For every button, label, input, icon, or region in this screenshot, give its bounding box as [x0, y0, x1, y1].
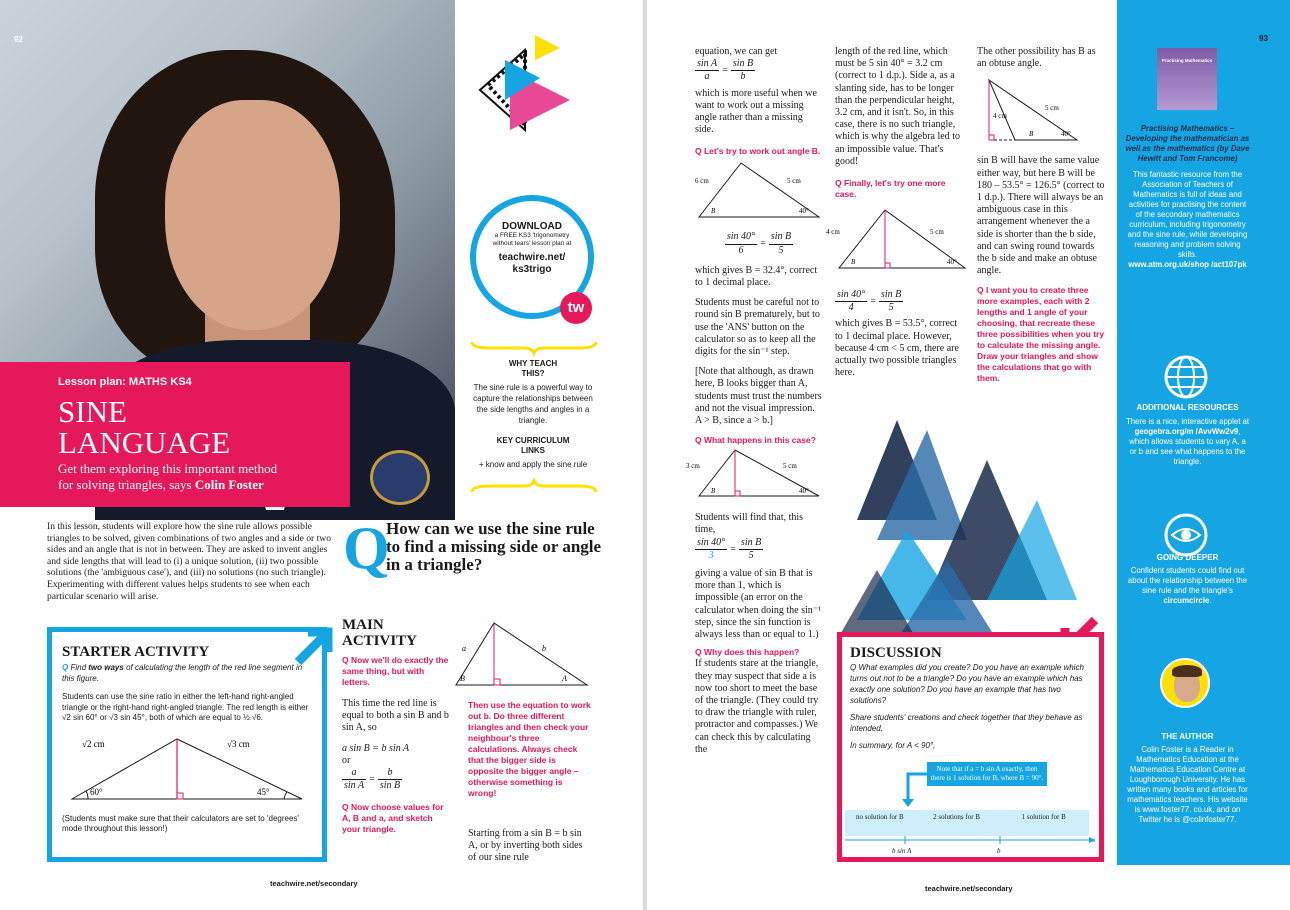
why-teach-box: WHY TEACH THIS? The sine rule is a powerful way to capture the relationships between the side lengths and angles in a triangle. KEY CURRICULUM LINKS + know and apply the sine rule	[473, 359, 593, 469]
title-line1: SINE	[58, 394, 127, 429]
book-caption: Practising Mathematics – Developing the mathematician as well as the mathematics (by Dave Hewitt and Tom Francome)	[1125, 124, 1250, 163]
number-line-axis	[845, 835, 1100, 845]
svg-text:B: B	[1029, 130, 1034, 139]
school-badge	[370, 450, 430, 505]
starter-triangle-figure	[62, 729, 312, 804]
arrow-icon	[290, 622, 336, 668]
svg-text:a: a	[462, 644, 466, 653]
decorative-triangle-pattern	[837, 420, 1087, 650]
main-q1: Q Now we'll do exactly the same thing, but with letters.	[342, 655, 449, 687]
svg-text:4 cm: 4 cm	[826, 228, 840, 237]
svg-text:40°: 40°	[947, 258, 957, 267]
big-question: How can we use the sine rule to find a missing side or angle in a triangle?	[386, 519, 602, 574]
eye-icon	[1164, 513, 1208, 557]
col1-triangle-2	[686, 446, 823, 501]
col3-triangle	[977, 74, 1107, 146]
title-line2: LANGUAGE	[58, 425, 231, 460]
svg-text:5 cm: 5 cm	[930, 228, 944, 237]
standfirst: Get them exploring this important method for solving triangles, says Colin Foster	[58, 461, 278, 492]
brace-bottom-icon	[470, 480, 598, 494]
starter-label-left: √2 cm	[82, 738, 105, 749]
author-avatar	[1160, 658, 1210, 708]
svg-text:B: B	[711, 207, 716, 216]
starter-prompt: Q Find two ways of calculating the length of the red line segment in this figure.	[62, 663, 303, 683]
svg-text:b: b	[542, 644, 546, 653]
discussion-question: Q What examples did you create? Do you have an example which turns out not to be a triangle? Do you have an example which has exactly one solution? Do you have an example that has two solutions?	[850, 663, 1084, 705]
starter-note: (Students must make sure that their calculators are set to 'degrees' mode throughout this lesson!)	[62, 813, 299, 833]
book-cover-image: Practising Mathematics	[1157, 48, 1217, 110]
page-number: 92	[14, 35, 23, 44]
svg-text:B: B	[711, 487, 716, 496]
title-box	[0, 362, 350, 507]
svg-text:40°: 40°	[799, 487, 809, 496]
col1-equation: $\frac{\text{sin A}}{a}$ = $\frac{\text{sin B}}{b}$	[697, 58, 754, 83]
svg-text:5 cm: 5 cm	[787, 177, 801, 186]
column-1: equation, we can get $\frac{\text{sin A}}{a}$ = $\frac{\text{sin B}}{b}$ which is more useful when we want to work out a missing angle rather than a missing side. Q Let's try to work out angle B. 6 cm 5 cm B 40° $\frac{\sin 40^\circ}{6}$ = $\frac{\text{sin B}}{5}$ which gives B = 32.4°, correct to 1 decimal place. Students must be careful not to round sin B prematurely, but to use the 'ANS' button on the calculator so as to keep all the digits for the sin⁻¹ step. [Note that although, as drawn here, B looks bigger than A, students must trust the numbers and not the visual impression. A > B, since a > b.] Q What happens in this case? 3 cm 5 cm B 40° Students will find that, this time, $\frac{\sin 40^\circ}{3}$ = $\frac{\text{sin B}}{5}$ giving a value of sin B that is more than 1, which is impossible (an error on the calculator when doing the sin⁻¹ step, since the sin function is always less than or equal to 1.) Q Why does this happen? If students stare at the triangle, they may suspect that side a is now too short to meet the base of the triangle. (They could try to draw the triangle with ruler, protractor and compasses.) We can check this by calculating the	[686, 46, 822, 755]
starter-body: Students can use the sine ratio in either the left-hand right-angled triangle or the right-hand right-angled triangle. The red length is either √2 sin 60° or √3 sin 45°, both of which are equal to ½ √6.	[62, 692, 309, 722]
geogebra-link[interactable]: geogebra.org/m /AvvWw2v9	[1134, 427, 1239, 436]
left-page	[0, 0, 643, 910]
brace-top-icon	[470, 340, 598, 354]
footer-left: teachwire.net/secondary	[270, 879, 358, 888]
lesson-plan-label: Lesson plan: MATHS KS4	[58, 376, 192, 388]
main-activity-column: MAIN ACTIVITY Q Now we'll do exactly the same thing, but with letters. This time the red line is equal to both a sin B and b sin A, so a sin B = b sin A or $\frac{a}{\text{sin A}}$ = $\frac{b}{\text{sin B}}$ Q Now choose values for A, B and a, and sketch your triangle.	[342, 617, 449, 835]
svg-text:6 cm: 6 cm	[695, 177, 709, 186]
col2-triangle	[826, 204, 970, 274]
note-arrow-icon	[900, 769, 930, 809]
column-2: length of the red line, which must be 5 sin 40° = 3.2 cm (correct to 1 d.p.). Side a, as a slanting side, has to be longer than the perpendicular height, 3.2 cm, and it isn't. So, in this case, there is no such triangle, which is why the algebra led to an impossible value. That's good! Q Finally, let's try one more case. 4 cm 5 cm B 40° $\frac{\sin 40^\circ}{4}$ = $\frac{\text{sin B}}{5}$ which gives B = 53.5°, correct to 1 decimal place. However, because 4 cm < 5 cm, there are actually two possible triangles here.	[835, 46, 965, 379]
q-icon: Q	[343, 515, 390, 581]
svg-text:40°: 40°	[799, 207, 809, 216]
column-3: The other possibility has B as an obtuse angle. 4 cm 5 cm B 40° sin B will have the same value either way, but here B will be 180 – 53.5° = 126.5° (correct to 1 d.p.). There will always be an ambiguous case in this arrangement whenever the a side is shorter than the b side, and can swing round towards the b side and make an obtuse angle. Q I want you to create three more examples, each with 2 lengths and 1 angle of your choosing, that recreate these three possibilities when you try to calculate the missing angle. Draw your triangles and show the calculations that go with them.	[977, 46, 1107, 384]
download-circle[interactable]: DOWNLOAD a FREE KS3 'trigonometry without tears' lesson plan at teachwire.net/ ks3trigo	[470, 195, 594, 319]
footer-right: teachwire.net/secondary	[925, 884, 1013, 893]
page-number-right: 93	[1259, 34, 1268, 43]
starter-angle-left: 60°	[90, 786, 103, 797]
main-triangle-figure	[452, 615, 592, 690]
globe-icon	[1164, 355, 1208, 399]
main-tail: Starting from a sin B = b sin A, or by inverting both sides of our sine rule	[468, 828, 583, 864]
starter-heading: STARTER ACTIVITY	[62, 644, 210, 660]
starter-activity-box	[47, 627, 327, 862]
main-equation: $\frac{a}{\text{sin A}}$ = $\frac{b}{\text{sin B}}$	[344, 767, 401, 792]
col1-triangle-1	[695, 157, 823, 222]
svg-text:4 cm: 4 cm	[993, 112, 1007, 121]
right-page	[647, 0, 1290, 910]
author-bio: Colin Foster is a Reader in Mathematics Education at the Mathematics Education Centre at Loughborough University. He has written many books and articles for mathematics teachers. His website is www.foster77. co.uk, and on Twitter he is @colinfoster77.	[1127, 745, 1248, 824]
book-url-link[interactable]: www.atm.org.uk/shop /act107pk	[1128, 260, 1247, 269]
svg-text:5 cm: 5 cm	[1045, 104, 1059, 113]
svg-text:3 cm: 3 cm	[686, 462, 700, 471]
main-pink-text: Then use the equation to work out b. Do three different triangles and then check your neighbour's three calculations. Always check that the bigger side is opposite the bigger angle – otherwise something is wrong!	[468, 700, 591, 798]
svg-text:A: A	[562, 674, 567, 683]
main-q2: Q Now choose values for A, B and a, and sketch your triangle.	[342, 802, 444, 835]
main-body1: This time the red line is equal to both a sin B and b sin A, so	[342, 698, 449, 734]
tw-logo: tw	[560, 292, 592, 324]
intro-paragraph: In this lesson, students will explore how the sine rule allows possible triangles to be solved, given combinations of two angles and a side or two sides and an angle that is not in between. They are asked to invent angles and side lengths that will lead to (i) a unique solution, (ii) two possible solutions (the 'ambiguous case'), and (iii) no solutions (no such triangle). Experimenting with different values helps students to see when each particular scenario will arise.	[47, 521, 332, 602]
svg-text:B: B	[851, 258, 856, 267]
summary-number-line: no solution for B 2 solutions for B 1 solution for B	[845, 810, 1089, 836]
author-name: Colin Foster	[194, 477, 264, 492]
svg-text:40°: 40°	[1061, 130, 1071, 139]
svg-text:5 cm: 5 cm	[783, 462, 797, 471]
download-link[interactable]: teachwire.net/ ks3trigo	[498, 252, 566, 275]
discussion-note: Note that if a = b sin A exactly, then there is 1 solution for B, where B = 90°.	[927, 762, 1047, 786]
discussion-box: DISCUSSION Q What examples did you create? Do you have an example which turns out not to be a triangle? Do you have an example which has exactly one solution? Do you have an example that has two solutions? Share students' creations and check together that they behave as intended. In summary, for A < 90°, Note that if a = b sin A exactly, then there is 1 solution for B, where B = 90°. no solution for B 2 solutions for B 1 solution for B a b sin A b	[837, 632, 1104, 862]
blue-sidebar: Practising Mathematics Practising Mathematics – Developing the mathematician as well as the mathematics (by Dave Hewitt and Tom Francome) This fantastic resource from the Association of Teachers of Mathematics is full of ideas and activities for practising the content of the secondary mathematics curriculum, including trigonometry and the sine rule, while developing reasoning and problem solving skills. www.atm.org.uk/shop /act107pk ADDITIONAL RESOURCES There is a nice, interactive applet at geogebra.org/m /AvvWw2v9, which allows students to vary A, a or b and see what happens to the triangle. GOING DEEPER Confident students could find out about the relationship between the sine rule and the triangle's circumcircle. THE AUTHOR Colin Foster is a Reader in Mathematics Education at the Mathematics Education Centre at Loughborough University. He has written many books and articles for mathematics teachers. His website is www.foster77. co.uk, and on Twitter he is @colinfoster77.	[1117, 0, 1290, 865]
svg-text:B: B	[460, 674, 465, 683]
decorative-triangles	[480, 30, 570, 130]
starter-label-right: √3 cm	[227, 738, 250, 749]
starter-angle-right: 45°	[257, 786, 270, 797]
